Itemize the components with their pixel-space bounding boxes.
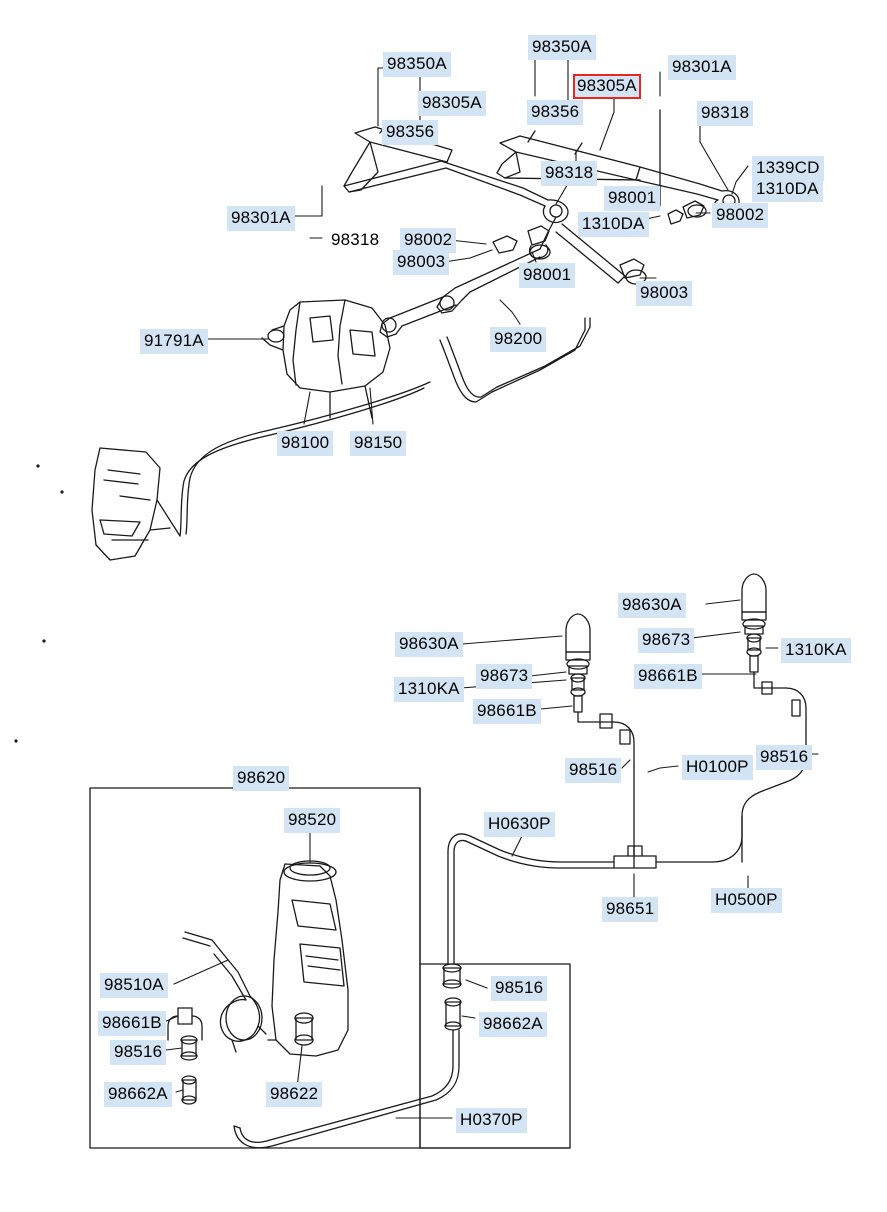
part-label-98630A-left[interactable]: 98630A — [395, 632, 463, 657]
part-label-98516-right[interactable]: 98516 — [756, 745, 812, 770]
part-label-98661B-left[interactable]: 98661B — [473, 699, 541, 724]
part-label-98003-left[interactable]: 98003 — [393, 250, 449, 275]
part-label-98622[interactable]: 98622 — [266, 1082, 322, 1107]
part-label-98100[interactable]: 98100 — [277, 431, 333, 456]
part-label-98662A-pump[interactable]: 98662A — [104, 1082, 172, 1107]
part-label-98516-tank[interactable]: 98516 — [491, 976, 547, 1001]
part-label-1310KA-left[interactable]: 1310KA — [394, 677, 464, 702]
part-label-98318-center[interactable]: 98318 — [541, 161, 597, 186]
part-label-98662A-tank[interactable]: 98662A — [479, 1012, 547, 1037]
part-label-98356-left[interactable]: 98356 — [382, 120, 438, 145]
part-label-H0630P[interactable]: H0630P — [484, 812, 555, 837]
part-label-H0500P[interactable]: H0500P — [711, 888, 782, 913]
part-label-1310DA-center[interactable]: 1310DA — [578, 212, 649, 237]
part-label-98510A[interactable]: 98510A — [100, 973, 168, 998]
part-label-98200[interactable]: 98200 — [490, 327, 546, 352]
part-label-98356-right[interactable]: 98356 — [527, 100, 583, 125]
part-label-98305A-left[interactable]: 98305A — [418, 91, 486, 116]
part-label-1310KA-right[interactable]: 1310KA — [781, 638, 851, 663]
part-label-1310DA-right[interactable]: 1310DA — [752, 177, 823, 202]
part-label-H0370P[interactable]: H0370P — [456, 1108, 527, 1133]
part-label-98002-right[interactable]: 98002 — [712, 203, 768, 228]
part-label-98003-right[interactable]: 98003 — [636, 281, 692, 306]
part-label-98001-right[interactable]: 98001 — [604, 186, 660, 211]
part-label-98620[interactable]: 98620 — [233, 766, 289, 791]
part-label-98318-left[interactable]: 98318 — [331, 230, 380, 249]
part-label-98150[interactable]: 98150 — [350, 431, 406, 456]
part-label-98350A-left[interactable]: 98350A — [383, 52, 451, 77]
part-label-98318-right[interactable]: 98318 — [697, 101, 753, 126]
part-label-98673-right[interactable]: 98673 — [638, 628, 694, 653]
part-label-98301A-right[interactable]: 98301A — [668, 55, 736, 80]
part-label-98661B-right[interactable]: 98661B — [634, 664, 702, 689]
part-label-98305A-highlighted[interactable]: 98305A — [573, 74, 641, 99]
part-label-98301A-left[interactable]: 98301A — [227, 206, 295, 231]
part-label-98520[interactable]: 98520 — [284, 808, 340, 833]
part-label-98651[interactable]: 98651 — [602, 897, 658, 922]
part-label-98630A-right[interactable]: 98630A — [618, 593, 686, 618]
part-label-98002-left[interactable]: 98002 — [400, 228, 456, 253]
part-label-98516-pump[interactable]: 98516 — [110, 1040, 166, 1065]
part-label-1339CD[interactable]: 1339CD — [752, 156, 824, 181]
part-label-98516-center[interactable]: 98516 — [565, 758, 621, 783]
part-label-H0100P[interactable]: H0100P — [682, 755, 753, 780]
part-label-98350A-right[interactable]: 98350A — [528, 35, 596, 60]
part-label-91791A[interactable]: 91791A — [140, 329, 208, 354]
part-label-98661B-pump[interactable]: 98661B — [98, 1011, 166, 1036]
part-label-98001-left[interactable]: 98001 — [519, 263, 575, 288]
part-label-98673-left[interactable]: 98673 — [476, 664, 532, 689]
